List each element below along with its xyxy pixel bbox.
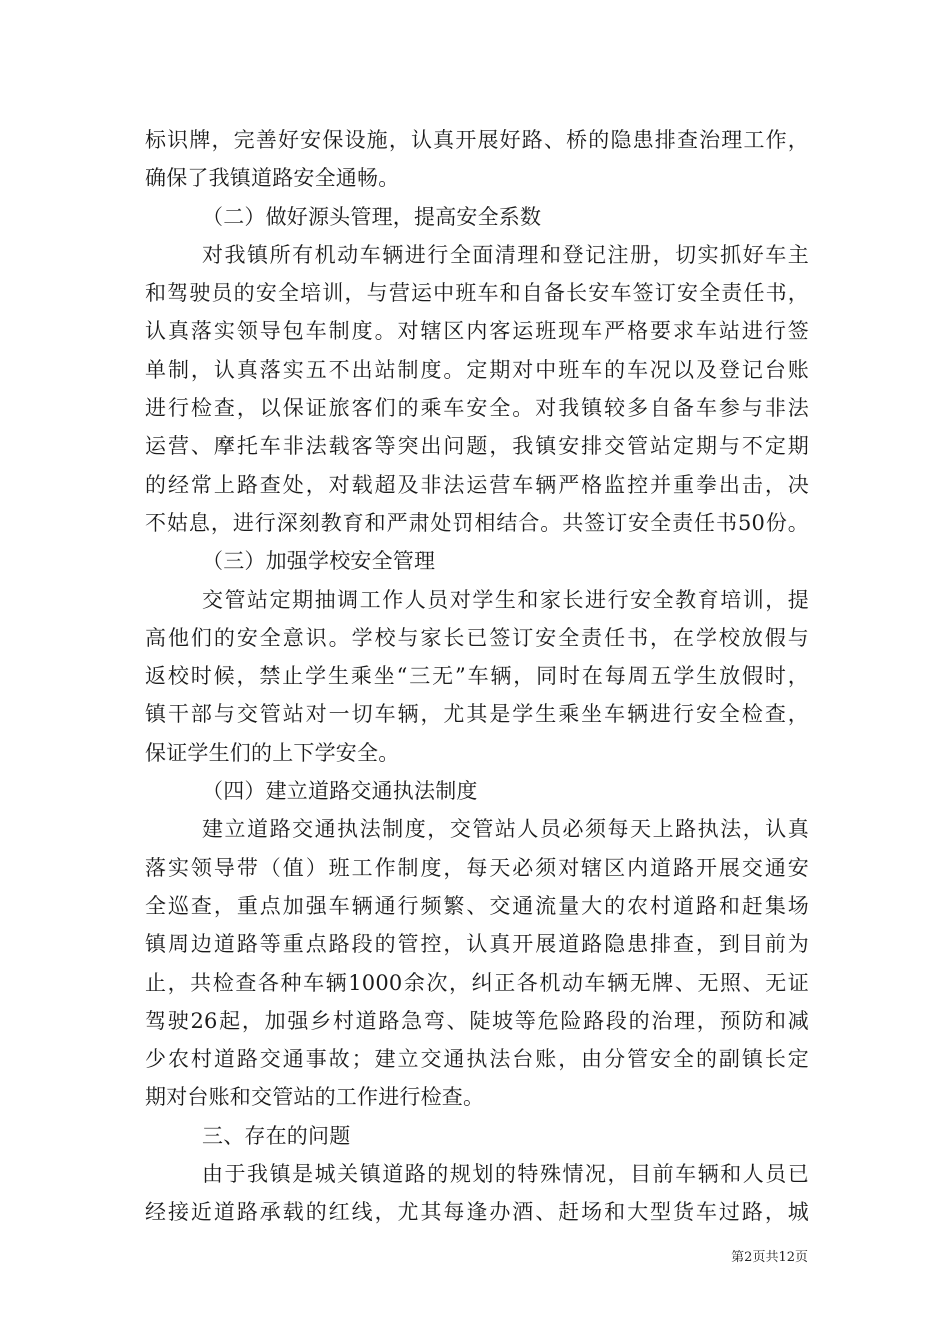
text-line: 标识牌，完善好安保设施，认真开展好路、桥的隐患排查治理工作， <box>145 128 809 152</box>
text-line: 确保了我镇道路安全通畅。 <box>145 166 400 191</box>
text-line: 驾驶26起，加强乡村道路急弯、陡坡等危险路段的治理，预防和减 <box>145 1008 809 1033</box>
text-line: 高他们的安全意识。学校与家长已签订安全责任书，在学校放假与 <box>145 625 809 650</box>
text-line: 保证学生们的上下学安全。 <box>145 740 400 765</box>
text-line: 交管站定期抽调工作人员对学生和家长进行安全教育培训，提 <box>202 587 809 612</box>
text-line: 少农村道路交通事故；建立交通执法台账，由分管安全的副镇长定 <box>145 1047 809 1072</box>
text-line: 建立道路交通执法制度，交管站人员必须每天上路执法，认真 <box>202 817 809 842</box>
text-line: 镇干部与交管站对一切车辆，尤其是学生乘坐车辆进行安全检查， <box>145 702 809 727</box>
text-line: 全巡查，重点加强车辆通行频繁、交通流量大的农村道路和赶集场 <box>145 893 809 918</box>
text-line: 期对台账和交管站的工作进行检查。 <box>145 1085 485 1110</box>
text-line: 经接近道路承载的红线，尤其每逢办酒、赶场和大型货车过路，城 <box>145 1200 809 1225</box>
page-number: 第2页共12页 <box>731 1250 808 1265</box>
text-line: 进行检查，以保证旅客们的乘车安全。对我镇较多自备车参与非法 <box>145 396 809 421</box>
text-line: 和驾驶员的安全培训，与营运中班车和自备长安车签订安全责任书， <box>145 281 809 306</box>
text-line: 镇周边道路等重点路段的管控，认真开展道路隐患排查，到目前为 <box>145 932 809 957</box>
text-line: 止，共检查各种车辆1000余次，纠正各机动车辆无牌、无照、无证 <box>145 970 809 995</box>
section-heading: （二）做好源头管理，提高安全系数 <box>202 204 542 229</box>
text-line: 认真落实领导包车制度。对辖区内客运班现车严格要求车站进行签 <box>145 319 809 344</box>
text-line: 单制，认真落实五不出站制度。定期对中班车的车况以及登记台账 <box>145 357 809 382</box>
text-line: 运营、摩托车非法载客等突出问题，我镇安排交管站定期与不定期 <box>145 434 809 459</box>
text-line: 不姑息，进行深刻教育和严肃处罚相结合。共签订安全责任书50份。 <box>145 510 809 535</box>
section-heading: 三、存在的问题 <box>202 1123 351 1148</box>
section-heading: （四）建立道路交通执法制度 <box>202 779 478 804</box>
text-line: 返校时候，禁止学生乘坐“三无”车辆，同时在每周五学生放假时， <box>145 664 809 689</box>
text-line: 由于我镇是城关镇道路的规划的特殊情况，目前车辆和人员已 <box>202 1162 809 1187</box>
text-line: 的经常上路查处，对载超及非法运营车辆严格监控并重拳出击，决 <box>145 472 809 497</box>
text-line: 落实领导带（值）班工作制度，每天必须对辖区内道路开展交通安 <box>145 855 809 880</box>
text-line: 对我镇所有机动车辆进行全面清理和登记注册，切实抓好车主 <box>202 242 809 267</box>
section-heading: （三）加强学校安全管理 <box>202 549 436 574</box>
document-body <box>145 121 809 1232</box>
